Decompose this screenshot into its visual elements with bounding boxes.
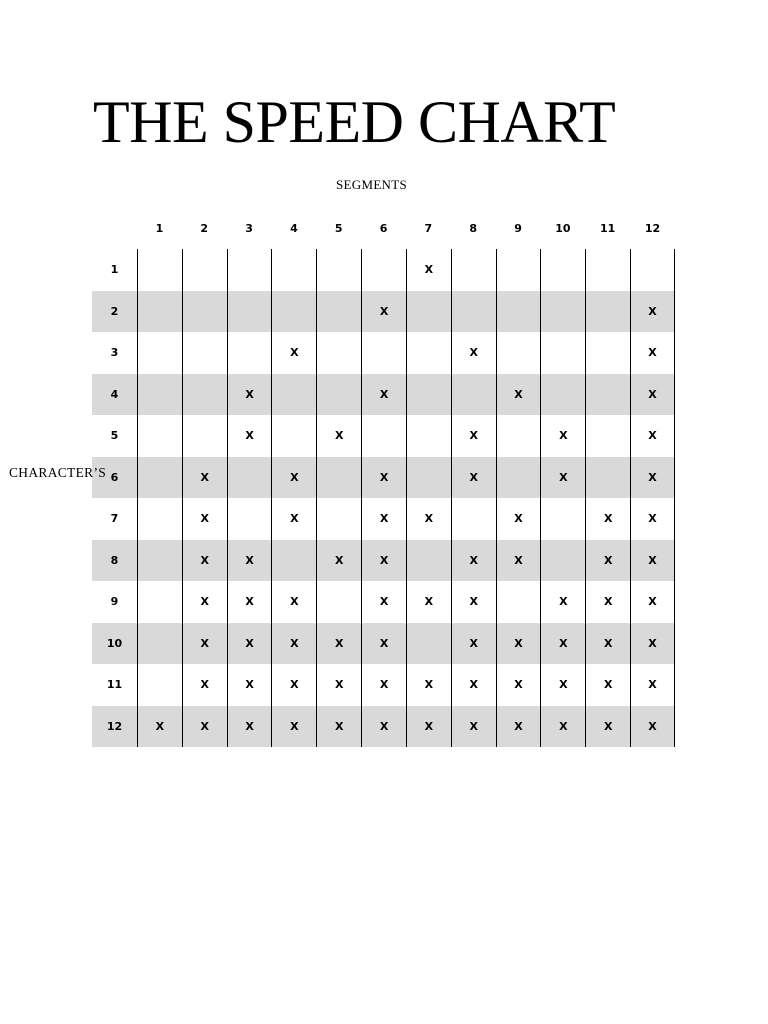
table-cell xyxy=(585,457,630,499)
table-cell xyxy=(540,249,585,291)
table-cell: X xyxy=(451,457,496,499)
column-header: 3 xyxy=(245,222,253,235)
table-cell: X xyxy=(630,291,675,333)
table-cell xyxy=(137,581,182,623)
table-cell xyxy=(585,415,630,457)
table-row xyxy=(92,457,675,499)
table-cell: X xyxy=(182,581,227,623)
table-cell: X xyxy=(496,706,541,748)
table-row xyxy=(92,540,675,582)
table-cell xyxy=(137,457,182,499)
table-cell xyxy=(137,249,182,291)
table-cell xyxy=(316,291,361,333)
column-header: 2 xyxy=(200,222,209,235)
table-cell: X xyxy=(271,581,316,623)
table-cell xyxy=(630,249,675,291)
table-cell xyxy=(271,291,316,333)
table-cell: X xyxy=(316,415,361,457)
table-cell: X xyxy=(182,457,227,499)
table-cell: X xyxy=(361,540,406,582)
table-cell: X xyxy=(227,374,272,416)
table-cell: X xyxy=(406,249,451,291)
table-cell xyxy=(406,540,451,582)
table-cell xyxy=(316,498,361,540)
table-cell xyxy=(406,415,451,457)
table-cell: X xyxy=(271,706,316,748)
column-header: 1 xyxy=(155,222,164,235)
table-cell xyxy=(316,457,361,499)
table-row xyxy=(92,623,675,665)
table-cell: X xyxy=(540,664,585,706)
table-cell: X xyxy=(630,540,675,582)
table-row xyxy=(92,581,675,623)
table-cell: X xyxy=(451,332,496,374)
table-cell xyxy=(182,291,227,333)
table-cell: X xyxy=(540,706,585,748)
table-cell xyxy=(137,623,182,665)
table-cell xyxy=(585,249,630,291)
table-cell xyxy=(540,374,585,416)
table-cell xyxy=(585,291,630,333)
table-cell xyxy=(316,581,361,623)
table-cell: X xyxy=(496,374,541,416)
table-cell: X xyxy=(585,664,630,706)
table-cell: X xyxy=(361,498,406,540)
table-cell: X xyxy=(585,540,630,582)
table-cell xyxy=(406,332,451,374)
table-cell: X xyxy=(227,664,272,706)
table-cell: X xyxy=(316,664,361,706)
table-cell xyxy=(585,374,630,416)
table-cell: X xyxy=(271,457,316,499)
table-cell xyxy=(182,415,227,457)
row-header: 4 xyxy=(110,387,119,401)
table-cell: X xyxy=(496,623,541,665)
table-cell: X xyxy=(451,581,496,623)
table-cell: X xyxy=(316,706,361,748)
table-cell: X xyxy=(540,457,585,499)
table-cell xyxy=(227,249,272,291)
table-cell xyxy=(182,332,227,374)
table-cell xyxy=(316,249,361,291)
table-cell xyxy=(271,415,316,457)
table-cell xyxy=(271,249,316,291)
table-row xyxy=(92,291,675,333)
table-cell xyxy=(585,332,630,374)
table-row xyxy=(92,664,675,706)
row-header: 2 xyxy=(110,304,119,318)
table-cell xyxy=(540,332,585,374)
table-cell: X xyxy=(630,374,675,416)
table-cell xyxy=(361,249,406,291)
page-title: THE SPEED CHART xyxy=(93,89,616,155)
table-cell xyxy=(496,415,541,457)
table-cell: X xyxy=(271,623,316,665)
table-cell xyxy=(316,374,361,416)
row-header: 8 xyxy=(110,553,119,567)
column-header: 12 xyxy=(644,222,661,235)
table-cell: X xyxy=(406,664,451,706)
segments-axis-label: SEGMENTS xyxy=(336,177,408,192)
table-cell: X xyxy=(540,581,585,623)
column-header: 5 xyxy=(334,222,343,235)
table-cell: X xyxy=(227,706,272,748)
table-cell: X xyxy=(630,664,675,706)
characters-axis-label: CHARACTER’S xyxy=(9,465,107,480)
table-cell: X xyxy=(630,623,675,665)
table-cell: X xyxy=(630,457,675,499)
table-cell xyxy=(496,332,541,374)
row-header: 9 xyxy=(110,595,119,609)
column-header: 9 xyxy=(514,222,522,235)
column-header: 11 xyxy=(600,222,616,235)
table-cell: X xyxy=(540,623,585,665)
table-cell xyxy=(137,415,182,457)
table-cell xyxy=(271,540,316,582)
speed-chart-table xyxy=(92,208,675,747)
table-cell: X xyxy=(585,498,630,540)
table-cell: X xyxy=(271,332,316,374)
table-cell: X xyxy=(630,498,675,540)
table-cell xyxy=(137,332,182,374)
table-cell xyxy=(227,291,272,333)
table-cell xyxy=(227,332,272,374)
table-cell: X xyxy=(361,291,406,333)
table-cell: X xyxy=(316,623,361,665)
table-cell: X xyxy=(630,415,675,457)
column-header: 4 xyxy=(290,222,298,235)
table-cell: X xyxy=(496,498,541,540)
row-header: 1 xyxy=(110,263,119,277)
table-cell: X xyxy=(540,415,585,457)
table-cell: X xyxy=(182,498,227,540)
table-cell xyxy=(137,664,182,706)
table-cell: X xyxy=(451,664,496,706)
column-header: 10 xyxy=(555,222,571,235)
header-corner xyxy=(92,208,137,249)
table-cell xyxy=(496,457,541,499)
table-cell: X xyxy=(227,415,272,457)
table-cell: X xyxy=(137,706,182,748)
table-cell: X xyxy=(182,706,227,748)
table-cell xyxy=(361,332,406,374)
column-header: 7 xyxy=(424,222,433,235)
table-cell xyxy=(540,540,585,582)
row-header: 5 xyxy=(110,429,119,443)
table-cell: X xyxy=(496,540,541,582)
column-header: 6 xyxy=(379,222,388,235)
table-cell xyxy=(316,332,361,374)
row-header: 11 xyxy=(106,678,123,692)
table-row xyxy=(92,249,675,291)
table-row xyxy=(92,706,675,748)
table-cell xyxy=(540,498,585,540)
table-cell: X xyxy=(451,540,496,582)
table-cell: X xyxy=(406,498,451,540)
table-cell: X xyxy=(361,623,406,665)
table-cell xyxy=(451,374,496,416)
table-cell xyxy=(137,540,182,582)
table-cell xyxy=(361,415,406,457)
table-cell xyxy=(406,374,451,416)
table-cell xyxy=(137,374,182,416)
table-cell: X xyxy=(227,623,272,665)
table-row xyxy=(92,374,675,416)
table-cell: X xyxy=(361,581,406,623)
table-cell: X xyxy=(406,706,451,748)
table-cell: X xyxy=(271,664,316,706)
table-cell xyxy=(406,623,451,665)
table-cell xyxy=(182,374,227,416)
table-cell xyxy=(496,581,541,623)
table-cell: X xyxy=(361,664,406,706)
table-cell xyxy=(227,457,272,499)
table-cell: X xyxy=(406,581,451,623)
table-cell: X xyxy=(451,706,496,748)
row-header: 12 xyxy=(106,719,123,733)
table-cell: X xyxy=(585,581,630,623)
table-cell xyxy=(406,457,451,499)
table-cell: X xyxy=(496,664,541,706)
table-cell: X xyxy=(451,623,496,665)
table-cell xyxy=(451,498,496,540)
table-header-row xyxy=(92,208,675,249)
table-cell: X xyxy=(361,457,406,499)
table-cell xyxy=(182,249,227,291)
table-cell: X xyxy=(227,581,272,623)
table-cell xyxy=(137,291,182,333)
table-row xyxy=(92,415,675,457)
table-row xyxy=(92,332,675,374)
table-cell: X xyxy=(316,540,361,582)
row-header: 7 xyxy=(110,512,119,526)
table-cell xyxy=(406,291,451,333)
table-cell: X xyxy=(182,540,227,582)
column-header: 8 xyxy=(469,222,478,235)
table-cell: X xyxy=(361,706,406,748)
table-cell xyxy=(540,291,585,333)
table-cell xyxy=(227,498,272,540)
table-cell: X xyxy=(630,332,675,374)
table-cell xyxy=(137,498,182,540)
table-cell xyxy=(271,374,316,416)
table-cell: X xyxy=(585,623,630,665)
table-cell: X xyxy=(227,540,272,582)
table-cell: X xyxy=(630,581,675,623)
row-header: 3 xyxy=(110,346,119,360)
table-cell: X xyxy=(630,706,675,748)
table-cell: X xyxy=(182,623,227,665)
table-cell: X xyxy=(585,706,630,748)
table-cell xyxy=(451,291,496,333)
table-cell: X xyxy=(361,374,406,416)
table-row xyxy=(92,498,675,540)
table-cell: X xyxy=(451,415,496,457)
table-cell: X xyxy=(182,664,227,706)
table-cell: X xyxy=(271,498,316,540)
row-header: 10 xyxy=(106,636,123,650)
table-cell xyxy=(451,249,496,291)
row-header: 6 xyxy=(110,470,119,484)
table-cell xyxy=(496,291,541,333)
table-cell xyxy=(496,249,541,291)
